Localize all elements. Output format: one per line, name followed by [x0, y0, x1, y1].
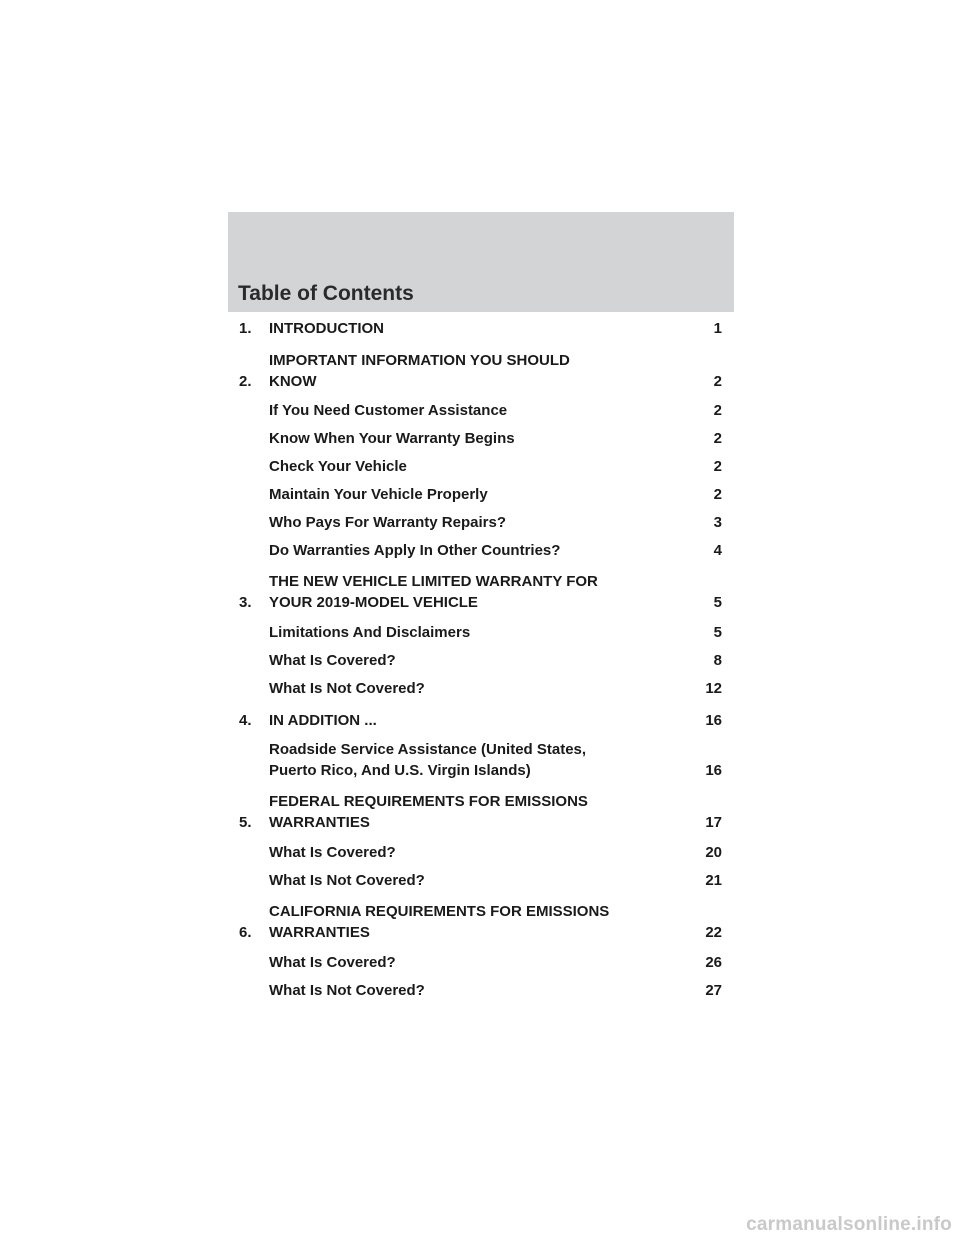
- toc-section-entry[interactable]: [228, 400, 722, 421]
- toc-section-entry[interactable]: [228, 739, 722, 781]
- toc-entry-title-line: Do Warranties Apply In Other Countries?: [269, 542, 561, 559]
- toc-chapter-entry[interactable]: [228, 571, 722, 613]
- toc-entry-title: [269, 350, 682, 392]
- toc-entry-title-line: FEDERAL REQUIREMENTS FOR EMISSIONS: [269, 793, 588, 810]
- toc-entry-page-number: 5: [713, 594, 722, 611]
- toc-entry-title-line: Puerto Rico, And U.S. Virgin Islands): [269, 762, 531, 779]
- toc-entry-page-number: 17: [705, 814, 722, 831]
- toc-entry-number: 3.: [239, 594, 252, 611]
- toc-entry-title: [269, 739, 682, 781]
- toc-entry-page-number: 2: [713, 430, 722, 447]
- toc-entry-title-line: What Is Not Covered?: [269, 872, 425, 889]
- toc-entry-title: [269, 678, 682, 699]
- toc-entry-page-number: 20: [705, 844, 722, 861]
- toc-entry-title: [269, 318, 682, 339]
- toc-entry-title-line: WARRANTIES: [269, 814, 370, 831]
- toc-entry-page-number: 2: [713, 373, 722, 390]
- toc-entry-title-line: CALIFORNIA REQUIREMENTS FOR EMISSIONS: [269, 903, 610, 920]
- toc-section-entry[interactable]: [228, 678, 722, 699]
- toc-entry-page-number: 1: [713, 320, 722, 337]
- toc-entry-title-line: IMPORTANT INFORMATION YOU SHOULD: [269, 352, 570, 369]
- toc-section-entry[interactable]: [228, 540, 722, 561]
- toc-section-entry[interactable]: [228, 650, 722, 671]
- toc-entry-title-line: Check Your Vehicle: [269, 458, 407, 475]
- toc-section-entry[interactable]: [228, 456, 722, 477]
- toc-entry-page-number: 12: [705, 680, 722, 697]
- toc-entry-title-line: YOUR 2019-MODEL VEHICLE: [269, 594, 478, 611]
- toc-entry-page-number: 4: [713, 542, 722, 559]
- toc-entry-title: [269, 870, 682, 891]
- toc-entry-page-number: 5: [713, 624, 722, 641]
- toc-entry-page-number: 21: [705, 872, 722, 889]
- toc-entry-page-number: 2: [713, 486, 722, 503]
- toc-entry-title: [269, 428, 682, 449]
- toc-entry-title-line: What Is Covered?: [269, 844, 396, 861]
- toc-section-entry[interactable]: [228, 842, 722, 863]
- toc-entry-title-line: Limitations And Disclaimers: [269, 624, 471, 641]
- toc-entry-number: 4.: [239, 712, 252, 729]
- watermark: carmanualsonline.info: [746, 1214, 952, 1235]
- toc-entry-title: [269, 512, 682, 533]
- toc-entry-title: [269, 901, 682, 943]
- toc-entry-page-number: 8: [713, 652, 722, 669]
- toc-entry-title: [269, 540, 682, 561]
- toc-entry-title: [269, 952, 682, 973]
- toc-entry-title-line: INTRODUCTION: [269, 320, 384, 337]
- toc-entry-title: [269, 484, 682, 505]
- toc-section-entry[interactable]: [228, 622, 722, 643]
- toc-entry-title-line: THE NEW VEHICLE LIMITED WARRANTY FOR: [269, 573, 598, 590]
- toc-entry-page-number: 2: [713, 402, 722, 419]
- table-of-contents: [228, 318, 722, 1001]
- toc-entry-title-line: KNOW: [269, 373, 317, 390]
- toc-section-entry[interactable]: [228, 512, 722, 533]
- toc-entry-title: [269, 400, 682, 421]
- toc-entry-title: [269, 980, 682, 1001]
- toc-section-entry[interactable]: [228, 980, 722, 1001]
- toc-entry-title: [269, 456, 682, 477]
- toc-entry-number: 2.: [239, 373, 252, 390]
- toc-entry-title: [269, 710, 682, 731]
- toc-entry-title-line: Who Pays For Warranty Repairs?: [269, 514, 506, 531]
- toc-chapter-entry[interactable]: [228, 791, 722, 833]
- header-band: [228, 212, 734, 312]
- toc-entry-number: 1.: [239, 320, 252, 337]
- toc-entry-title-line: If You Need Customer Assistance: [269, 402, 508, 419]
- toc-entry-title-line: What Is Not Covered?: [269, 680, 425, 697]
- toc-entry-page-number: 3: [713, 514, 722, 531]
- toc-entry-page-number: 16: [705, 762, 722, 779]
- toc-entry-title-line: What Is Covered?: [269, 954, 396, 971]
- toc-entry-page-number: 2: [713, 458, 722, 475]
- toc-chapter-entry[interactable]: [228, 710, 722, 731]
- toc-entry-number: 5.: [239, 814, 252, 831]
- toc-entry-title-line: IN ADDITION ...: [269, 712, 377, 729]
- toc-entry-title-line: Roadside Service Assistance (United States,: [269, 741, 587, 758]
- toc-section-entry[interactable]: [228, 484, 722, 505]
- toc-entry-title: [269, 571, 682, 613]
- toc-entry-title: [269, 791, 682, 833]
- toc-entry-title-line: Know When Your Warranty Begins: [269, 430, 515, 447]
- toc-chapter-entry[interactable]: [228, 318, 722, 339]
- toc-entry-title: [269, 842, 682, 863]
- page-title: Table of Contents: [238, 282, 414, 305]
- toc-entry-title-line: What Is Not Covered?: [269, 982, 425, 999]
- toc-entry-page-number: 26: [705, 954, 722, 971]
- toc-entry-page-number: 27: [705, 982, 722, 999]
- toc-section-entry[interactable]: [228, 870, 722, 891]
- toc-chapter-entry[interactable]: [228, 901, 722, 943]
- toc-entry-title-line: What Is Covered?: [269, 652, 396, 669]
- toc-chapter-entry[interactable]: [228, 350, 722, 392]
- toc-section-entry[interactable]: [228, 952, 722, 973]
- toc-entry-title-line: Maintain Your Vehicle Properly: [269, 486, 488, 503]
- toc-entry-title-line: WARRANTIES: [269, 924, 370, 941]
- toc-entry-title: [269, 650, 682, 671]
- toc-entry-number: 6.: [239, 924, 252, 941]
- toc-entry-title: [269, 622, 682, 643]
- toc-entry-page-number: 16: [705, 712, 722, 729]
- toc-entry-page-number: 22: [705, 924, 722, 941]
- toc-section-entry[interactable]: [228, 428, 722, 449]
